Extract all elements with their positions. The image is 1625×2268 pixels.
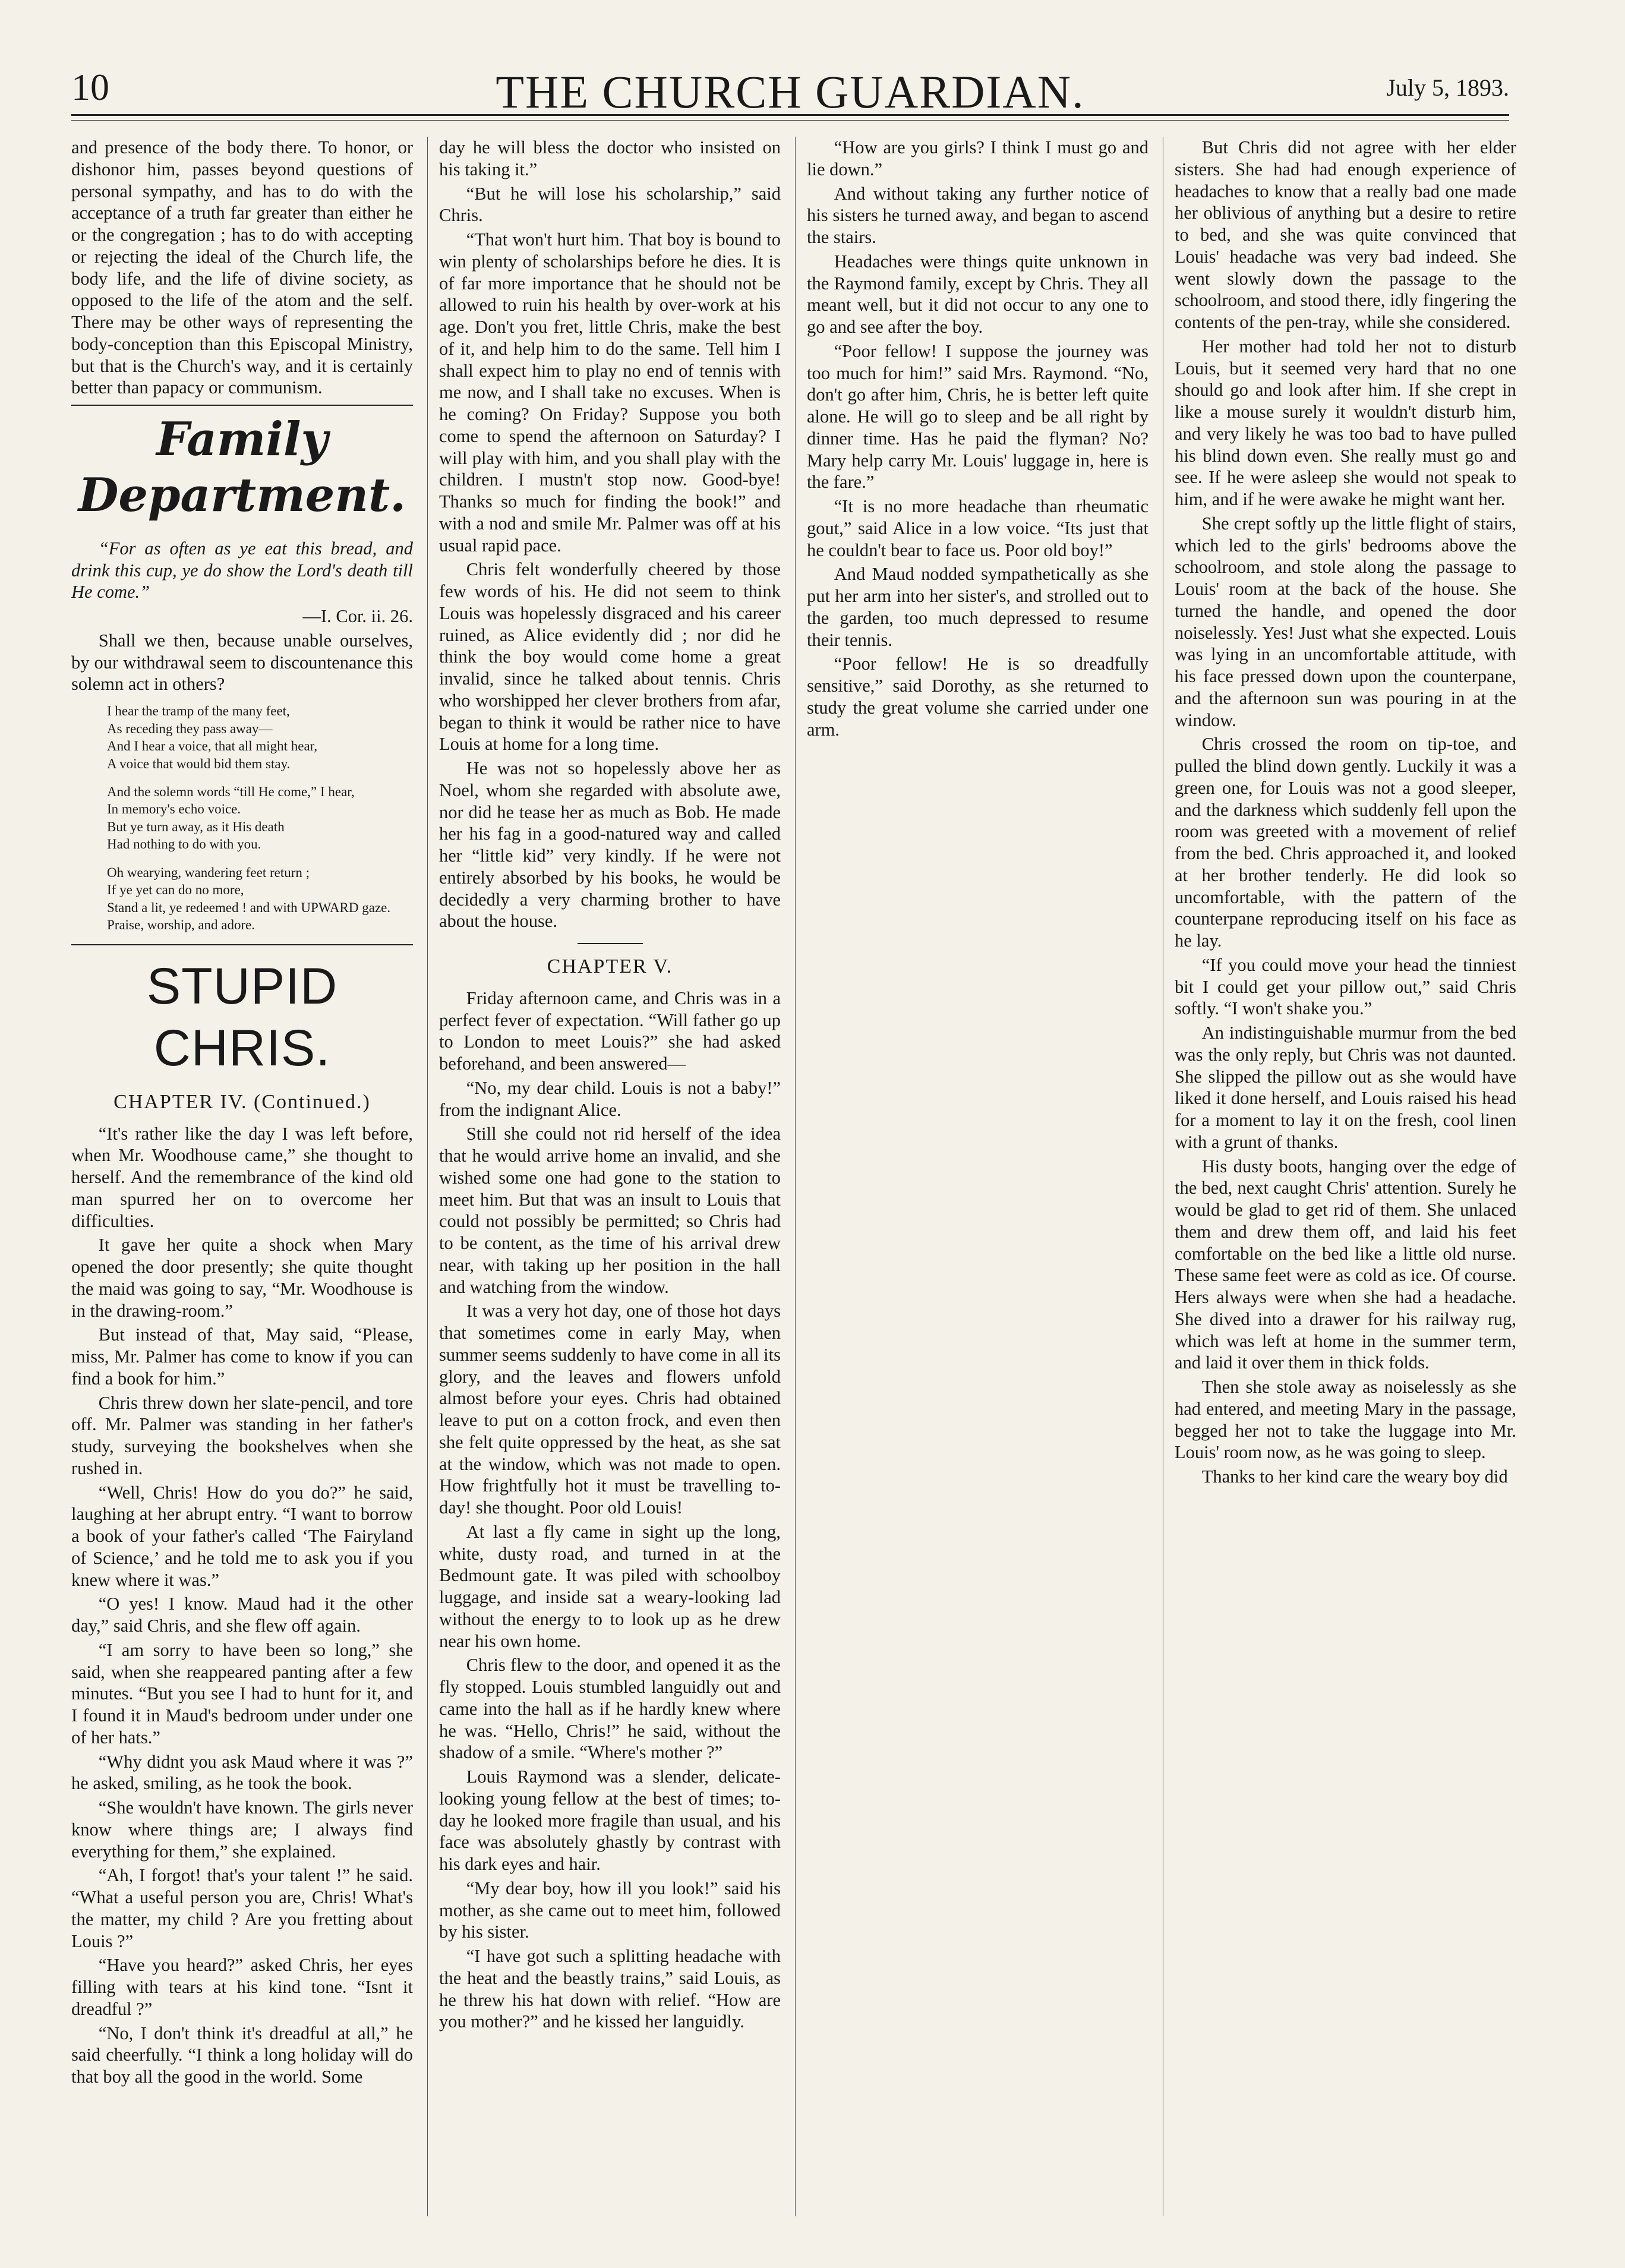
paragraph: “O yes! I know. Maud had it the other day,” said Chris, and she flew off again.	[71, 1594, 413, 1636]
paragraph: But Chris did not agree with her elder sisters. She had had enough experience of headaches to know that a really bad one made her oblivious of anything but a desire to retire to bed, and she was quite convinced that Louis' headache was very bad indeed. She went slowly down the passage to the schoolroom, and stood there, idly fingering the contents of the pen-tray, while she considered.	[1175, 137, 1516, 332]
section-rule	[71, 405, 413, 406]
newspaper-title: THE CHURCH GUARDIAN.	[496, 66, 1085, 118]
column-1	[71, 137, 413, 2216]
paragraph: Chris threw down her slate-pencil, and tore off. Mr. Palmer was standing in her father's study, surveying the bookshelves when she rushed in.	[71, 1392, 413, 1478]
story-body	[807, 137, 1148, 740]
poem-line: And I hear a voice, that all might hear,	[107, 739, 318, 754]
paragraph: “My dear boy, how ill you look!” said his mother, as she came out to meet him, followed by his sister.	[439, 1878, 781, 1942]
poem-stanza	[107, 702, 413, 772]
poem-line: A voice that would bid them stay.	[107, 756, 291, 771]
paragraph: Louis Raymond was a slender, delicate-looking young fellow at the best of times; to-day he looked more fragile than usual, and his face was absolutely ghastly by contrast with his dark eyes and hair.	[439, 1767, 781, 1875]
poem-stanza	[107, 783, 413, 853]
chapter-heading: CHAPTER IV. (Continued.)	[113, 1090, 371, 1113]
paragraph: He was not so hopelessly above her as Noel, whom she regarded with absolute awe, nor did he tease her as much as Bob. He made her his fag in a good-natured way and called her “little kid” very kindly. If he were not entirely absorbed by his books, he would be decidedly a very charming brother to have about the house.	[439, 758, 781, 932]
paragraph: “Ah, I forgot! that's your talent !” he said. “What a useful person you are, Chris! What's the matter, my child ? Are you fretting about Louis ?”	[71, 1865, 413, 1951]
paragraph: “No, I don't think it's dreadful at all,” he said cheerfully. “I think a long holiday will do that boy all the good in the world. Some	[71, 2023, 413, 2087]
poem-line: Stand a lit, ye redeemed ! and with UPWARD gaze.	[107, 900, 391, 915]
paragraph: “I am sorry to have been so long,” she said, when she reappeared panting after a few minutes. “But you see I had to hunt for it, and I found it in Maud's bedroom under under one of her hats.”	[71, 1639, 413, 1747]
section-heading: Family Department.	[78, 412, 406, 522]
masthead	[71, 65, 1509, 118]
paragraph: “Have you heard?” asked Chris, her eyes filling with tears at his kind tone. “Isnt it dreadful ?”	[71, 1955, 413, 2019]
header-rule	[71, 114, 1509, 116]
section-rule	[71, 944, 413, 945]
story-body	[71, 1123, 413, 2088]
column-2	[439, 137, 781, 2216]
column-4	[1175, 137, 1516, 2216]
paragraph: “It is no more headache than rheumatic gout,” said Alice in a low voice. “Its just that he couldn't bear to face us. Poor old boy!”	[807, 496, 1148, 560]
paragraph: “I have got such a splitting headache with the heat and the beastly trains,” said Louis, as he threw his hat down with relief. “How are you mother?” and he kissed her languidly.	[439, 1946, 781, 2032]
paragraph: “That won't hurt him. That boy is bound to win plenty of scholarships before he dies. It is of far more importance that he should not be allowed to ruin his health by over-work at his age. Don't you fret, little Chris, make the best of it, and help him to do the same. Tell him I shall expect him to play no end of tennis with me now, and I shall take no excuses. When is he coming? On Friday? Suppose you both come to spend the afternoon on Saturday? I will play with him, and you shall play with the children. I mustn't stop now. Good-bye! Thanks so much for finding the book!” and with a nod and smile Mr. Palmer was off at his usual rapid pace.	[439, 229, 781, 556]
column-divider	[795, 137, 796, 2216]
poem-line: In memory's echo voice.	[107, 802, 241, 817]
paragraph: But instead of that, May said, “Please, miss, Mr. Palmer has come to know if you can find a book for him.”	[71, 1324, 413, 1389]
paragraph: “How are you girls? I think I must go and lie down.”	[807, 137, 1148, 179]
paragraph: Shall we then, because unable ourselves, by our withdrawal seem to discountenance this solemn act in others?	[71, 630, 413, 695]
story-body	[439, 137, 781, 932]
header-rule-thin	[71, 120, 1509, 121]
paragraph: “Well, Chris! How do you do?” he said, laughing at her abrupt entry. “I want to borrow a book of your father's called ‘The Fairyland of Science,’ and he told me to ask you if you knew where it was.”	[71, 1482, 413, 1590]
chapter-heading: CHAPTER V.	[547, 955, 673, 977]
column-3	[807, 137, 1148, 2216]
paragraph: Then she stole away as noiselessly as she had entered, and meeting Mary in the passage, begged her not to take the luggage into Mr. Louis' room now, as he was going to sleep.	[1175, 1377, 1516, 1463]
issue-date: July 5, 1893.	[1386, 74, 1509, 101]
paragraph: And Maud nodded sympathetically as she put her arm into her sister's, and strolled out to the garden, too much depressed to resume their tennis.	[807, 564, 1148, 650]
page-number: 10	[71, 66, 109, 108]
poem-line: But ye turn away, as it His death	[107, 819, 285, 834]
epigraph: “For as often as ye eat this bread, and drink this cup, ye do show the Lord's death till He come.”	[71, 538, 413, 603]
poem-line: As receding they pass away—	[107, 721, 273, 736]
poem-line: Had nothing to do with you.	[107, 837, 261, 852]
paragraph: It gave her quite a shock when Mary opened the door presently; she quite thought the maid was going to say, “Mr. Woodhouse is in the drawing-room.”	[71, 1235, 413, 1321]
poem-line: I hear the tramp of the many feet,	[107, 704, 290, 719]
paragraph: At last a fly came in sight up the long, white, dusty road, and turned in at the Bedmount gate. It was piled with schoolboy luggage, and inside sat a weary-looking lad without the energy to to look up as he drew near his own home.	[439, 1521, 781, 1651]
paragraph: Chris flew to the door, and opened it as the fly stopped. Louis stumbled languidly out and came into the hall as if he hardly knew where he was. “Hello, Chris!” he said, without the shadow of a smile. “Where's mother ?”	[439, 1655, 781, 1763]
poem-line: Oh wearying, wandering feet return ;	[107, 865, 310, 880]
paragraph: “Poor fellow! I suppose the journey was too much for him!” said Mrs. Raymond. “No, don't go after him, Chris, he is better left quite alone. He will go to sleep and be all right by dinner time. Has he paid the flyman? No? Mary help carry Mr. Louis' luggage in, here is the fare.”	[807, 340, 1148, 493]
epigraph-reference: —I. Cor. ii. 26.	[302, 606, 413, 627]
poem-line: If ye yet can do no more,	[107, 882, 244, 898]
paragraph: “But he will lose his scholarship,” said Chris.	[439, 183, 781, 226]
poem-line: And the solemn words “till He come,” I hear,	[107, 784, 355, 799]
story-body	[439, 988, 781, 2033]
paragraph: “If you could move your head the tinniest bit I could get your pillow out,” said Chris softly. “I won't shake you.”	[1175, 954, 1516, 1019]
paragraph: “It's rather like the day I was left before, when Mr. Woodhouse came,” she thought to herself. And the remembrance of the kind old man spurred her on to overcome her difficulties.	[71, 1123, 413, 1231]
paragraph: She crept softly up the little flight of stairs, which led to the girls' bedrooms above the schoolroom, and stole along the passage to Louis' room at the back of the house. She turned the handle, and opened the door noiselessly. Yes! Just what she expected. Louis was lying in an uncomfortable attitude, with his face pressed down upon the counterpane, and the afternoon sun was pouring in at the window.	[1175, 513, 1516, 730]
paragraph: Headaches were things quite unknown in the Raymond family, except by Chris. They all meant well, but it did not occur to any one to go and see after the boy.	[807, 251, 1148, 337]
story-title: STUPID CHRIS.	[146, 958, 338, 1077]
paragraph: and presence of the body there. To honor, or dishonor him, passes beyond questions of personal sympathy, and has to do with the acceptance of a truth far greater than either he or the congregation ; has to do with accepting or rejecting the ideal of the Church life, the body life, and the life of divine society, as opposed to the life of the atom and the self. There may be other ways of representing the body-conception than this Episcopal Ministry, but that is the Church's way, and it is certainly better than papacy or communism.	[71, 137, 413, 398]
column-divider	[427, 137, 428, 2216]
paragraph: “Why didnt you ask Maud where it was ?” he asked, smiling, as he took the book.	[71, 1751, 413, 1794]
paragraph: Her mother had told her not to disturb Louis, but it seemed very hard that no one should go and look after him. If she crept in like a mouse surely it wouldn't disturb him, and very likely he was too bad to have pulled his blind down even. She really must go and see. If he were asleep she would not speak to him, and if he were awake he might want her.	[1175, 336, 1516, 509]
paragraph: Thanks to her kind care the weary boy did	[1201, 1466, 1508, 1487]
poem-line: Praise, worship, and adore.	[107, 917, 255, 933]
paragraph: “No, my dear child. Louis is not a baby!” from the indignant Alice.	[439, 1077, 781, 1120]
paragraph: It was a very hot day, one of those hot days that sometimes come in early May, when summer seems suddenly to have come in all its glory, and the leaves and flowers unfold almost before your eyes. Chris had obtained leave to put on a cotton frock, and even then she felt quite oppressed by the heat, as she sat at the window, which was not made to open. How frightfully hot it must be travelling to-day! she thought. Poor old Louis!	[439, 1301, 781, 1518]
paragraph: His dusty boots, hanging over the edge of the bed, next caught Chris' attention. Surely he would be glad to get rid of them. She unlaced them and drew them off, and laid his feet comfortable on the bed like a little old nurse. These same feet were as cold as ice. Of course. Hers always were when she had a headache. She dived into a drawer for his railway rug, which was left at home in the summer term, and laid it over them in thick folds.	[1175, 1156, 1516, 1373]
paragraph: “She wouldn't have known. The girls never know where things are; I always find everything for them,” she explained.	[71, 1797, 413, 1862]
story-body	[1175, 137, 1516, 1488]
paragraph: Still she could not rid herself of the idea that he would arrive home an invalid, and she wished some one had gone to the station to meet him. But that was an insult to Louis that could not possibly be permitted; so Chris had to be content, as the time of his arrival drew near, with taking up her position in the hall and watching from the window.	[439, 1124, 781, 1297]
paragraph: “Poor fellow! He is so dreadfully sensitive,” said Dorothy, as she returned to study the great volume she carried under one arm.	[807, 654, 1148, 740]
paragraph: Chris crossed the room on tip-toe, and pulled the blind down gently. Luckily it was a green one, for Louis was not a good sleeper, and the darkness which suddenly fell upon the room was greeted with a movement of relief from the bed. Chris approached it, and looked at her brother tenderly. He did look so uncomfortable, with the pattern of the counterpane reproducing itself on his face as he lay.	[1175, 734, 1516, 951]
paragraph: And without taking any further notice of his sisters he turned away, and began to ascend the stairs.	[807, 183, 1148, 247]
paragraph: An indistinguishable murmur from the bed was the only reply, but Chris was not daunted. She slipped the pillow out as she would have liked it done herself, and Louis raised his head for a moment to lay it on the fresh, cool linen with a grunt of thanks.	[1175, 1023, 1516, 1152]
paragraph: Friday afternoon came, and Chris was in a perfect fever of expectation. “Will father go up to London to meet Louis?” she had asked beforehand, and been answered—	[439, 988, 781, 1074]
poem-stanza	[107, 864, 413, 934]
paragraph: day he will bless the doctor who insisted on his taking it.”	[439, 137, 781, 179]
poem	[107, 702, 413, 933]
paragraph: Chris felt wonderfully cheered by those few words of his. He did not seem to think Louis was hopelessly disgraced and his career ruined, as Alice evidently did ; nor did he think the boy would come home a great invalid, since he talked about tennis. Chris who worshipped her clever brothers from afar, began to think it would be rather nice to have Louis at home for a long time.	[439, 559, 781, 755]
chapter-rule	[578, 943, 643, 944]
